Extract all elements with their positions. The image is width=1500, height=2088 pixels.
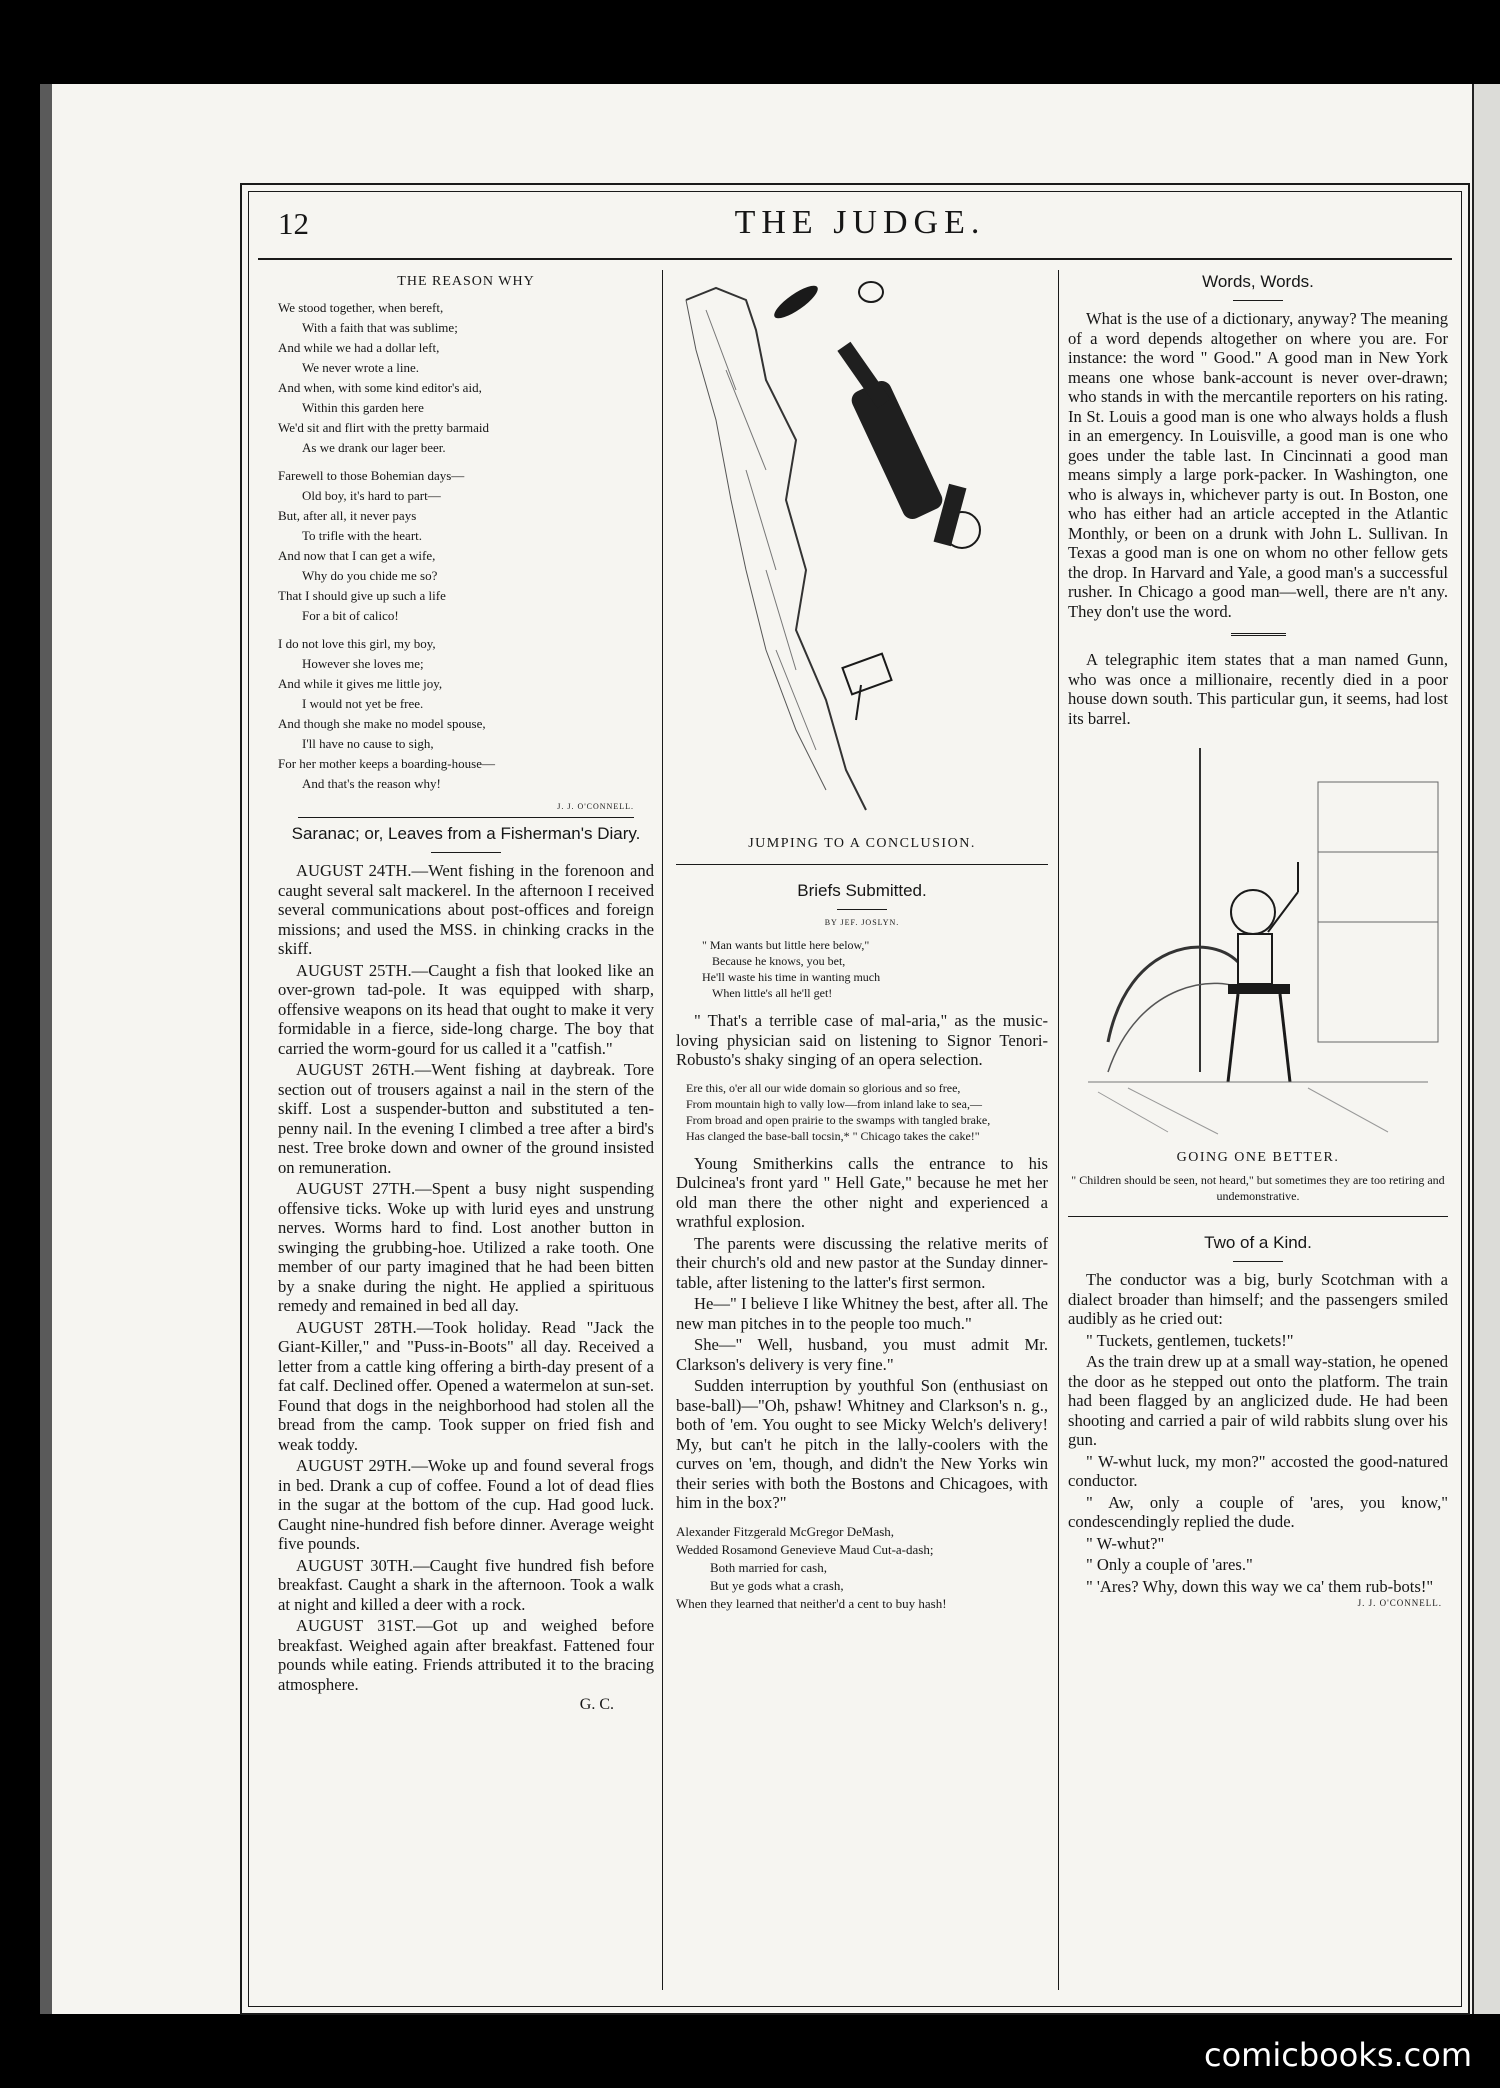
page-number: 12 — [278, 206, 309, 241]
verse-line: Wedded Rosamond Genevieve Maud Cut-a-dash; — [676, 1541, 934, 1557]
diary-entry: AUGUST 31ST.—Got up and weighed before breakfast. Weighed again after breakfast. Fattened four pounds while eating. Friends attributed it to the bracing atmosphere. — [278, 1616, 654, 1694]
cartoon-going-better-illustration — [1068, 742, 1448, 1144]
masthead-title: THE JUDGE. — [734, 204, 986, 241]
diary-entry: AUGUST 29TH.—Woke up and found several frogs in bed. Drank a cup of coffee. Found a lot of dead flies in the sugar at the bottom of the cup. Had good luck. Caught nine-hundred fish before dinner. Average weight five pounds. — [278, 1456, 654, 1553]
diary-entry: AUGUST 26TH.—Went fishing at daybreak. Tore section out of trousers against a nail in the stern of the skiff. Lost a suspender-button and substituted a ten-penny nail. In the evening I climbed a tree after a bird's nest. Tree broke down and owner of the ground insisted on remuneration. — [278, 1060, 654, 1177]
poem-line: I would not yet be free. — [302, 696, 424, 711]
poem-line: However she loves me; — [302, 656, 424, 671]
poem-line: Within this garden here — [302, 400, 424, 415]
section-divider — [1068, 1216, 1448, 1217]
poem-reason-why — [278, 298, 654, 794]
diary-entry: AUGUST 28TH.—Took holiday. Read "Jack the Giant-Killer," and "Puss-in-Boots" all day. Received a letter from a cattle king offering a birth-day present of a fat calf. Declined offer. Opened a watermelon at sun-set. Found that dogs in the neighborhood had stolen all the bread from the camp. Took supper on fried fish and weak toddy. — [278, 1317, 654, 1454]
poem-author: J. J. O'CONNELL. — [557, 802, 634, 811]
diary-signature: G. C. — [579, 1696, 614, 1713]
title-rule — [1233, 300, 1283, 301]
kind-text — [1068, 1270, 1448, 1596]
cartoon-jumping-illustration — [676, 270, 1048, 830]
poem-stanza — [278, 466, 654, 626]
column-1 — [278, 270, 654, 1714]
ornament-rule — [1231, 633, 1286, 638]
kind-paragraph: " 'Ares? Why, down this way we ca' them rub-bots!" — [1086, 1576, 1434, 1596]
column-2 — [676, 270, 1048, 1613]
diary-entry: AUGUST 27TH.—Spent a busy night suspending offensive ticks. Woke up with lurid eyes and unstrung nerves. Worms hard to find. Lost another button in swinging the grubbing-hoe. Utilized a rake tooth. One member of our party imagined that he had been bitten by a snake during the night. He applied a spirituous remedy and remained in bed all day. — [278, 1179, 654, 1315]
briefs-ode — [676, 1080, 1048, 1144]
poem-line: Old boy, it's hard to part— — [302, 488, 441, 503]
poem-line: Farewell to those Bohemian days— — [278, 468, 465, 483]
briefs-paras: Young Smitherkins calls the entrance to his Dulcinea's front yard " Hell Gate," because he met her old man there the other night and experienced a wrathful explosion. The parents were discussing the relative merits of their church's old and new pastor at the Sunday dinner-table, after listening to the latter's first sermon. He—" I believe I like Whitney the best, after all. The new man pitches in to the people too much." She—" Well, husband, you must admit Mr. Clarkson's delivery is very fine." Sudden interruption by youthful Son (enthusiast on base-ball)—"Oh, pshaw! Whitney and Clarkson's n. g., both of 'em. You ought to see Micky Welch's delivery! My, but can't he pitch in the lally-coolers with the curves on 'em, though, and didn't the New Yorks win their series with both the Bostons and Chicagoes, with him in the box?" — [676, 1153, 1048, 1512]
briefs-verse — [676, 1523, 1048, 1613]
poem-line: We'd sit and flirt with the pretty barmaid — [278, 420, 490, 435]
kind-paragraph: " Only a couple of 'ares." — [1086, 1555, 1253, 1574]
ode-line: Has clanged the base-ball tocsin,* " Chicago takes the cake!" — [686, 1128, 980, 1143]
diary-entry: AUGUST 30TH.—Caught five hundred fish before breakfast. Caught a shark in the afternoon. Took a walk at night and killed a deer with a rock. — [278, 1555, 654, 1614]
kind-title: Two of a Kind. — [1204, 1233, 1312, 1252]
verse-line: When they learned that neither'd a cent to buy hash! — [676, 1595, 947, 1611]
poem-stanza — [278, 634, 654, 794]
poem-line: We never wrote a line. — [302, 360, 419, 375]
kind-paragraph: " W-whut luck, my mon?" accosted the good-natured conductor. — [1068, 1451, 1448, 1490]
kind-paragraph: " Tuckets, gentlemen, tuckets!" — [1086, 1330, 1294, 1350]
poem-title: THE REASON WHY — [397, 274, 535, 289]
cartoon-caption-2: GOING ONE BETTER. — [1176, 1150, 1340, 1165]
poem-line: And though she make no model spouse, — [278, 716, 486, 731]
briefs-epigraph — [702, 937, 1048, 1001]
gunn-item: A telegraphic item states that a man named Gunn, who was once a millionaire, recently died in a poor house down south. This particular gun, it seems, had lost its barrel. — [1068, 650, 1448, 728]
watermark: comicbooks.com — [1203, 2036, 1472, 2074]
kind-paragraph: As the train drew up at a small way-station, he opened the door as he stepped out onto the platform. The train had been flagged by an anglicized dude. He had been shooting and carried a pair of wild rabbits slung over his gun. — [1068, 1352, 1448, 1449]
poem-line: Why do you chide me so? — [302, 568, 438, 583]
cartoon-subcaption: " Children should be seen, not heard," but sometimes they are too retiring and undemonstrative. — [1071, 1173, 1445, 1203]
poem-line: To trifle with the heart. — [302, 528, 423, 543]
column-rule-2 — [1058, 270, 1059, 1990]
cartoon-caption: JUMPING TO A CONCLUSION. — [748, 836, 976, 851]
poem-line: We stood together, when bereft, — [278, 300, 444, 315]
ode-line: Ere this, o'er all our wide domain so glorious and so free, — [686, 1080, 961, 1095]
poem-line: I do not love this girl, my boy, — [278, 636, 436, 651]
poem-line: And now that I can get a wife, — [278, 548, 436, 563]
poem-line: That I should give up such a life — [278, 588, 446, 603]
title-rule — [431, 852, 501, 853]
ode-line: From broad and open prairie to the swamps with tangled brake, — [686, 1112, 991, 1127]
poem-line: And while it gives me little joy, — [278, 676, 443, 691]
briefs-para-1: " That's a terrible case of mal-aria," as the music-loving physician said on listening to Signor Tenori-Robusto's shaky singing of an opera selection. — [676, 1011, 1048, 1069]
kind-author: J. J. O'CONNELL. — [1357, 1598, 1442, 1608]
briefs-title: Briefs Submitted. — [797, 881, 927, 900]
kind-paragraph: " Aw, only a couple of 'ares, you know," condescendingly replied the dude. — [1068, 1492, 1448, 1531]
epigraph-line: Because he knows, you bet, — [712, 954, 846, 968]
diary-entries — [278, 861, 654, 1694]
title-rule — [1233, 1261, 1283, 1262]
column-3 — [1068, 270, 1448, 1608]
poem-line: With a faith that was sublime; — [302, 320, 458, 335]
poem-line: And that's the reason why! — [302, 776, 441, 791]
column-rule-1 — [662, 270, 663, 1990]
kind-paragraph: The conductor was a big, burly Scotchman with a dialect broader than himself; and the passengers smiled audibly as he cried out: — [1068, 1270, 1448, 1328]
section-divider — [298, 817, 634, 818]
poem-line: And when, with some kind editor's aid, — [278, 380, 482, 395]
poem-stanza — [278, 298, 654, 458]
epigraph-line: When little's all he'll get! — [712, 986, 833, 1000]
words-title: Words, Words. — [1202, 272, 1314, 291]
poem-line: For a bit of calico! — [302, 608, 399, 623]
verse-line: Alexander Fitzgerald McGregor DeMash, — [676, 1523, 895, 1539]
verse-line: But ye gods what a crash, — [710, 1577, 844, 1593]
kind-paragraph: " W-whut?" — [1086, 1533, 1165, 1553]
epigraph-line: " Man wants but little here below," — [702, 938, 870, 952]
diary-title: Saranac; or, Leaves from a Fisherman's Diary. — [291, 824, 641, 843]
epigraph-line: He'll waste his time in wanting much — [702, 970, 881, 984]
words-text: What is the use of a dictionary, anyway? The meaning of a word depends altogether on where you are. For instance: the word " Good." A good man in New York means one whose bank-account is never over-drawn; who stands in with the mercantile reporters on his rating. In St. Louis a good man is one who always holds a flush in an emergency. In Louisville, a good man is one who goes under the table last. In Cincinnati a good man means simply a large pork-packer. In Washington, one who is always in, whichever party is out. In Boston, one who has either had an article accepted in the Atlantic Monthly, or been on a drunk with John L. Sullivan. In Texas a good man is one on whom no other fellow gets the drop. In Harvard and Yale, a good man's a successful rusher. In Chicago a good man—well, there are n't any. They don't use the word. — [1068, 309, 1448, 621]
diary-entry: AUGUST 24TH.—Went fishing in the forenoon and caught several salt mackerel. In the afternoon I received several communications about post-offices and foreign missions; and used the MSS. in chinking cracks in the skiff. — [278, 861, 654, 958]
verse-line: Both married for cash, — [710, 1559, 827, 1575]
poem-line: For her mother keeps a boarding-house— — [278, 756, 495, 771]
section-divider — [676, 864, 1048, 865]
poem-line: As we drank our lager beer. — [302, 440, 446, 455]
poem-line: And while we had a dollar left, — [278, 340, 440, 355]
poem-line: I'll have no cause to sigh, — [302, 736, 434, 751]
diary-entry: AUGUST 25TH.—Caught a fish that looked like an over-grown tad-pole. It was equipped with sharp, offensive weapons on its head that ought to make it very formidable in a fierce, side-long charge. The boy that carried the worm-gourd for us called it a "catfish." — [278, 960, 654, 1058]
masthead-rule — [258, 258, 1452, 260]
ode-line: From mountain high to vally low—from inland lake to sea,— — [686, 1096, 982, 1111]
scan-left-edge — [40, 84, 52, 2014]
briefs-byline: BY JEF. JOSLYN. — [824, 918, 900, 927]
poem-line: But, after all, it never pays — [278, 508, 417, 523]
title-rule — [837, 909, 887, 910]
next-page-edge — [1472, 84, 1500, 2014]
